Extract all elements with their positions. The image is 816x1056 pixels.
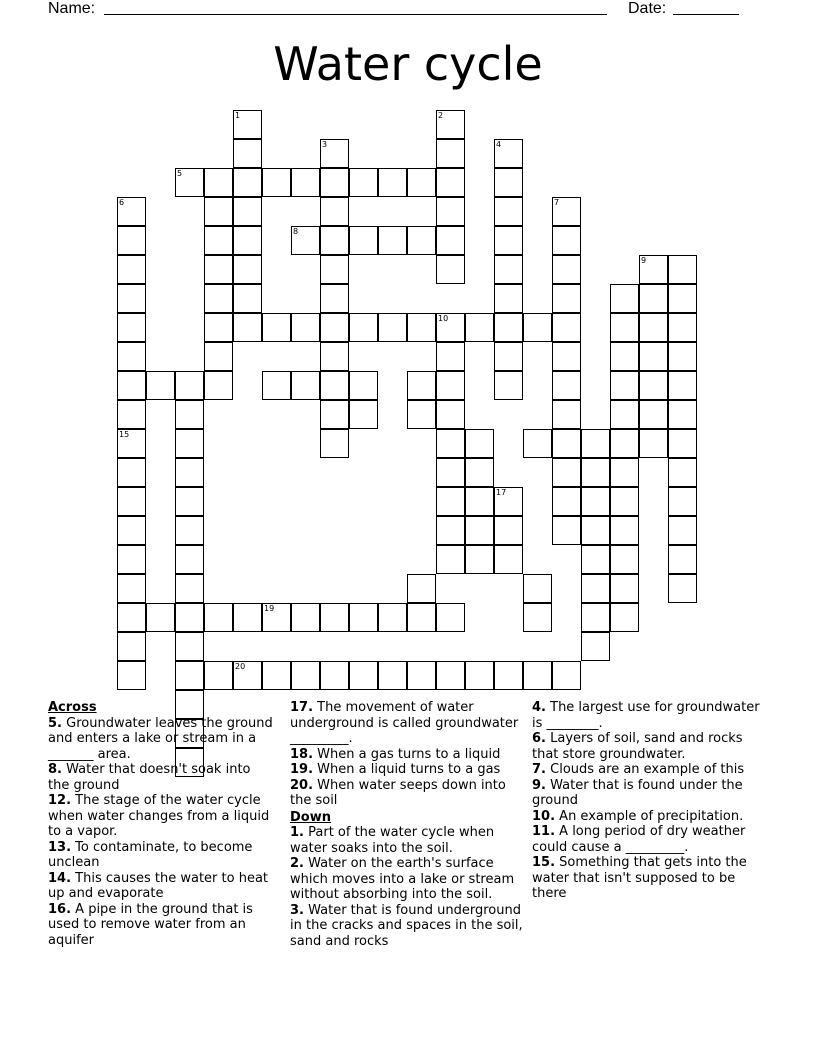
clue-number-label: 6 [119, 198, 125, 207]
crossword-cell[interactable] [233, 168, 262, 197]
crossword-cell[interactable] [465, 487, 494, 516]
clue-number-label: 17 [496, 488, 507, 497]
crossword-cell[interactable] [320, 661, 349, 690]
crossword-cell[interactable] [494, 487, 523, 516]
clue-number: 15. [532, 855, 556, 870]
crossword-cell[interactable] [639, 255, 668, 284]
clue-number-label: 8 [293, 227, 299, 236]
clue-text: A pipe in the ground that is used to remove water from an aquifer [48, 901, 253, 948]
clue-across-18 [290, 747, 525, 763]
crossword-cell[interactable] [610, 284, 639, 313]
crossword-cell[interactable] [407, 400, 436, 429]
clue-down-7 [532, 762, 762, 778]
crossword-cell[interactable] [233, 313, 262, 342]
clue-across-8 [48, 762, 273, 793]
crossword-cell[interactable] [117, 371, 146, 400]
crossword-cell[interactable] [262, 603, 291, 632]
crossword-cell[interactable] [668, 545, 697, 574]
across-heading: Across [48, 700, 97, 715]
crossword-cell[interactable] [494, 197, 523, 226]
crossword-cell[interactable] [233, 284, 262, 313]
crossword-cell[interactable] [668, 371, 697, 400]
crossword-cell[interactable] [436, 516, 465, 545]
crossword-cell[interactable] [291, 313, 320, 342]
crossword-cell[interactable] [349, 400, 378, 429]
name-label: Name: [48, 0, 96, 17]
clue-number: 14. [48, 870, 72, 886]
crossword-cell[interactable] [117, 284, 146, 313]
clue-down-1 [290, 825, 525, 856]
clue-number: 5. [48, 715, 62, 731]
clue-text: To contaminate, to become unclean [48, 839, 253, 870]
crossword-cell[interactable] [639, 400, 668, 429]
clue-number: 18. [290, 746, 314, 762]
crossword-cell[interactable] [291, 603, 320, 632]
clues-column-2 [290, 700, 525, 949]
crossword-cell[interactable] [552, 487, 581, 516]
crossword-cell[interactable] [175, 458, 204, 487]
clue-number: 12. [48, 793, 72, 808]
crossword-cell[interactable] [494, 168, 523, 197]
crossword-cell[interactable] [407, 168, 436, 197]
crossword-cell[interactable] [204, 313, 233, 342]
clue-number-label: 3 [322, 140, 328, 149]
crossword-cell[interactable] [175, 516, 204, 545]
crossword-cell[interactable] [117, 516, 146, 545]
crossword-cell[interactable] [204, 371, 233, 400]
crossword-cell[interactable] [233, 226, 262, 255]
crossword-cell[interactable] [117, 545, 146, 574]
crossword-cell[interactable] [436, 487, 465, 516]
crossword-cell[interactable] [378, 661, 407, 690]
clue-text: Water on the earth's surface which moves into a lake or stream without absorbing into the soil. [290, 856, 515, 902]
clues-column-3 [532, 700, 762, 902]
crossword-cell[interactable] [175, 574, 204, 603]
clue-across-5 [48, 716, 273, 763]
crossword-cell[interactable] [320, 313, 349, 342]
crossword-cell[interactable] [291, 168, 320, 197]
clue-across-13 [48, 840, 273, 871]
crossword-cell[interactable] [436, 110, 465, 139]
crossword-cell[interactable] [436, 313, 465, 342]
crossword-cell[interactable] [436, 545, 465, 574]
crossword-cell[interactable] [610, 516, 639, 545]
clue-down-3 [290, 903, 525, 950]
crossword-cell[interactable] [117, 197, 146, 226]
clue-text: A long period of dry weather could cause a _________. [532, 824, 746, 855]
clue-text: Water that is found underground in the cracks and spaces in the soil, sand and rocks [290, 902, 523, 949]
clues-column-1 [48, 700, 273, 948]
crossword-cell[interactable] [175, 371, 204, 400]
clue-number-label: 19 [264, 604, 275, 613]
clue-text: When water seeps down into the soil [290, 777, 506, 808]
clue-text: Part of the water cycle when water soaks into the soil. [290, 825, 495, 856]
crossword-cell[interactable] [581, 429, 610, 458]
down-heading: Down [290, 809, 331, 825]
crossword-cell[interactable] [610, 371, 639, 400]
clue-across-17 [290, 700, 525, 747]
crossword-cell[interactable] [552, 429, 581, 458]
crossword-cell[interactable] [204, 603, 233, 632]
clue-number-label: 15 [119, 430, 130, 439]
crossword-cell[interactable] [320, 429, 349, 458]
crossword-cell[interactable] [233, 661, 262, 690]
crossword-cell[interactable] [349, 313, 378, 342]
clue-number-label: 9 [641, 256, 647, 265]
clue-number: 17. [290, 700, 314, 715]
crossword-cell[interactable] [262, 168, 291, 197]
crossword-cell[interactable] [552, 400, 581, 429]
crossword-cell[interactable] [204, 168, 233, 197]
clue-down-11 [532, 824, 762, 855]
crossword-cell[interactable] [233, 197, 262, 226]
clue-number-label: 1 [235, 111, 241, 120]
clue-number-label: 4 [496, 140, 502, 149]
crossword-cell[interactable] [610, 458, 639, 487]
clue-text: When a gas turns to a liquid [317, 746, 501, 762]
crossword-cell[interactable] [117, 255, 146, 284]
crossword-cell[interactable] [494, 139, 523, 168]
crossword-cell[interactable] [117, 458, 146, 487]
crossword-cell[interactable] [204, 284, 233, 313]
crossword-cell[interactable] [204, 661, 233, 690]
crossword-cell[interactable] [320, 139, 349, 168]
crossword-cell[interactable] [407, 661, 436, 690]
crossword-cell[interactable] [320, 342, 349, 371]
crossword-cell[interactable] [668, 313, 697, 342]
crossword-cell[interactable] [175, 545, 204, 574]
clue-text: Groundwater leaves the ground and enters a lake or stream in a _______ area. [48, 715, 273, 762]
clue-text: Clouds are an example of this [550, 762, 745, 777]
crossword-cell[interactable] [436, 139, 465, 168]
crossword-cell[interactable] [581, 603, 610, 632]
clue-down-9 [532, 778, 762, 809]
crossword-cell[interactable] [552, 661, 581, 690]
crossword-cell[interactable] [610, 429, 639, 458]
crossword-cell[interactable] [494, 313, 523, 342]
crossword-cell[interactable] [668, 342, 697, 371]
clue-number: 19. [290, 762, 314, 777]
clue-number-label: 20 [235, 662, 246, 671]
crossword-cell[interactable] [465, 458, 494, 487]
clue-text: Water that doesn't soak into the ground [48, 762, 251, 793]
crossword-cell[interactable] [320, 284, 349, 313]
crossword-cell[interactable] [639, 342, 668, 371]
crossword-cell[interactable] [436, 400, 465, 429]
crossword-cell[interactable] [523, 429, 552, 458]
crossword-cell[interactable] [262, 661, 291, 690]
crossword-cell[interactable] [581, 574, 610, 603]
crossword-cell[interactable] [523, 574, 552, 603]
crossword-cell[interactable] [465, 516, 494, 545]
crossword-cell[interactable] [552, 342, 581, 371]
crossword-cell[interactable] [494, 226, 523, 255]
crossword-cell[interactable] [610, 603, 639, 632]
crossword-cell[interactable] [320, 400, 349, 429]
crossword-cell[interactable] [436, 168, 465, 197]
clue-number: 2. [290, 856, 304, 871]
crossword-cell[interactable] [494, 516, 523, 545]
crossword-cell[interactable] [407, 371, 436, 400]
clue-text: The movement of water underground is called groundwater _________. [290, 700, 519, 746]
crossword-cell[interactable] [204, 255, 233, 284]
crossword-cell[interactable] [117, 487, 146, 516]
crossword-cell[interactable] [668, 255, 697, 284]
crossword-cell[interactable] [349, 603, 378, 632]
crossword-cell[interactable] [175, 400, 204, 429]
crossword-cell[interactable] [465, 313, 494, 342]
date-label: Date: [628, 0, 667, 17]
crossword-cell[interactable] [552, 284, 581, 313]
crossword-cell[interactable] [407, 574, 436, 603]
crossword-cell[interactable] [291, 226, 320, 255]
crossword-cell[interactable] [320, 603, 349, 632]
crossword-cell[interactable] [436, 371, 465, 400]
crossword-cell[interactable] [204, 226, 233, 255]
crossword-cell[interactable] [378, 168, 407, 197]
crossword-cell[interactable] [175, 487, 204, 516]
clue-number-label: 7 [554, 198, 560, 207]
clue-text: When a liquid turns to a gas [317, 762, 501, 777]
clue-number: 11. [532, 824, 556, 839]
crossword-cell[interactable] [320, 371, 349, 400]
crossword-cell[interactable] [117, 226, 146, 255]
clue-across-12 [48, 793, 273, 840]
clue-number-label: 10 [438, 314, 449, 323]
crossword-cell[interactable] [436, 458, 465, 487]
page-title: Water cycle [273, 37, 543, 91]
crossword-cell[interactable] [581, 487, 610, 516]
crossword-cell[interactable] [349, 168, 378, 197]
crossword-cell[interactable] [494, 661, 523, 690]
crossword-cell[interactable] [175, 429, 204, 458]
crossword-cell[interactable] [349, 371, 378, 400]
crossword-cell[interactable] [465, 545, 494, 574]
crossword-cell[interactable] [262, 371, 291, 400]
clue-text: Water that is found under the ground [532, 777, 743, 808]
crossword-cell[interactable] [610, 487, 639, 516]
crossword-cell[interactable] [233, 110, 262, 139]
crossword-cell[interactable] [610, 313, 639, 342]
crossword-cell[interactable] [320, 226, 349, 255]
crossword-cell[interactable] [668, 487, 697, 516]
crossword-cell[interactable] [639, 429, 668, 458]
clue-number-label: 2 [438, 111, 444, 120]
crossword-cell[interactable] [610, 400, 639, 429]
clue-text: The stage of the water cycle when water changes from a liquid to a vapor. [48, 793, 270, 839]
crossword-cell[interactable] [436, 226, 465, 255]
crossword-cell[interactable] [552, 226, 581, 255]
clue-down-4 [532, 700, 762, 731]
crossword-cell[interactable] [175, 168, 204, 197]
crossword-cell[interactable] [668, 284, 697, 313]
crossword-cell[interactable] [204, 342, 233, 371]
crossword-cell[interactable] [117, 632, 146, 661]
clue-number: 3. [290, 902, 304, 918]
clue-text: An example of precipitation. [559, 808, 744, 824]
crossword-cell[interactable] [523, 661, 552, 690]
clue-down-15 [532, 855, 762, 902]
crossword-cell[interactable] [523, 313, 552, 342]
crossword-cell[interactable] [494, 371, 523, 400]
crossword-cell[interactable] [117, 574, 146, 603]
clue-across-20 [290, 778, 525, 809]
crossword-cell[interactable] [117, 429, 146, 458]
clue-across-19 [290, 762, 525, 778]
crossword-cell[interactable] [436, 255, 465, 284]
crossword-cell[interactable] [378, 603, 407, 632]
crossword-cell[interactable] [320, 197, 349, 226]
crossword-cell[interactable] [436, 429, 465, 458]
crossword-cell[interactable] [581, 545, 610, 574]
crossword-cell[interactable] [639, 284, 668, 313]
crossword-cell[interactable] [407, 226, 436, 255]
crossword-cell[interactable] [117, 313, 146, 342]
crossword-cell[interactable] [494, 342, 523, 371]
clue-number: 20. [290, 777, 314, 793]
crossword-cell[interactable] [407, 603, 436, 632]
clue-down-10 [532, 809, 762, 825]
crossword-cell[interactable] [494, 255, 523, 284]
crossword-cell[interactable] [436, 603, 465, 632]
crossword-cell[interactable] [233, 255, 262, 284]
clue-across-14 [48, 871, 273, 902]
crossword-cell[interactable] [233, 139, 262, 168]
clue-number: 1. [290, 825, 304, 840]
crossword-cell[interactable] [146, 603, 175, 632]
clue-text: The largest use for groundwater is ________. [532, 700, 760, 731]
clue-text: This causes the water to heat up and evaporate [48, 870, 269, 901]
clue-down-2 [290, 856, 525, 903]
crossword-cell[interactable] [378, 226, 407, 255]
crossword-cell[interactable] [175, 603, 204, 632]
crossword-cell[interactable] [668, 574, 697, 603]
crossword-cell[interactable] [175, 632, 204, 661]
crossword-cell[interactable] [175, 661, 204, 690]
crossword-cell[interactable] [320, 255, 349, 284]
crossword-cell[interactable] [465, 661, 494, 690]
crossword-cell[interactable] [117, 342, 146, 371]
crossword-cell[interactable] [117, 603, 146, 632]
crossword-cell[interactable] [668, 400, 697, 429]
crossword-cell[interactable] [262, 313, 291, 342]
crossword-cell[interactable] [407, 313, 436, 342]
crossword-cell[interactable] [639, 371, 668, 400]
crossword-cell[interactable] [552, 197, 581, 226]
clue-number: 6. [532, 731, 546, 746]
crossword-cell[interactable] [639, 313, 668, 342]
clue-number: 4. [532, 700, 546, 715]
crossword-cell[interactable] [494, 545, 523, 574]
clue-text: Something that gets into the water that isn't supposed to be there [532, 855, 747, 901]
crossword-cell[interactable] [552, 458, 581, 487]
crossword-cell[interactable] [581, 632, 610, 661]
crossword-cell[interactable] [233, 603, 262, 632]
crossword-cell[interactable] [146, 371, 175, 400]
clue-number: 8. [48, 762, 62, 777]
crossword-cell[interactable] [204, 197, 233, 226]
clue-number: 9. [532, 777, 546, 793]
crossword-cell[interactable] [668, 458, 697, 487]
crossword-cell[interactable] [668, 429, 697, 458]
crossword-cell[interactable] [523, 603, 552, 632]
crossword-cell[interactable] [320, 168, 349, 197]
crossword-cell[interactable] [117, 661, 146, 690]
clue-number: 16. [48, 901, 72, 917]
clue-number: 7. [532, 762, 546, 777]
clue-number-label: 5 [177, 169, 183, 178]
crossword-cell[interactable] [494, 284, 523, 313]
crossword-cell[interactable] [581, 516, 610, 545]
crossword-cell[interactable] [552, 313, 581, 342]
crossword-cell[interactable] [291, 661, 320, 690]
crossword-cell[interactable] [436, 661, 465, 690]
crossword-cell[interactable] [378, 313, 407, 342]
crossword-cell[interactable] [349, 226, 378, 255]
crossword-cell[interactable] [610, 342, 639, 371]
crossword-cell[interactable] [581, 458, 610, 487]
clue-number: 10. [532, 808, 556, 824]
crossword-cell[interactable] [117, 400, 146, 429]
crossword-cell[interactable] [436, 342, 465, 371]
clue-number: 13. [48, 839, 72, 855]
crossword-cell[interactable] [552, 255, 581, 284]
crossword-cell[interactable] [552, 516, 581, 545]
clue-across-16 [48, 902, 273, 949]
clue-down-6 [532, 731, 762, 762]
crossword-cell[interactable] [436, 197, 465, 226]
crossword-cell[interactable] [349, 661, 378, 690]
crossword-cell[interactable] [668, 516, 697, 545]
clue-text: Layers of soil, sand and rocks that store groundwater. [532, 731, 743, 762]
crossword-cell[interactable] [552, 371, 581, 400]
crossword-cell[interactable] [465, 429, 494, 458]
crossword-cell[interactable] [610, 545, 639, 574]
crossword-cell[interactable] [291, 371, 320, 400]
crossword-cell[interactable] [610, 574, 639, 603]
